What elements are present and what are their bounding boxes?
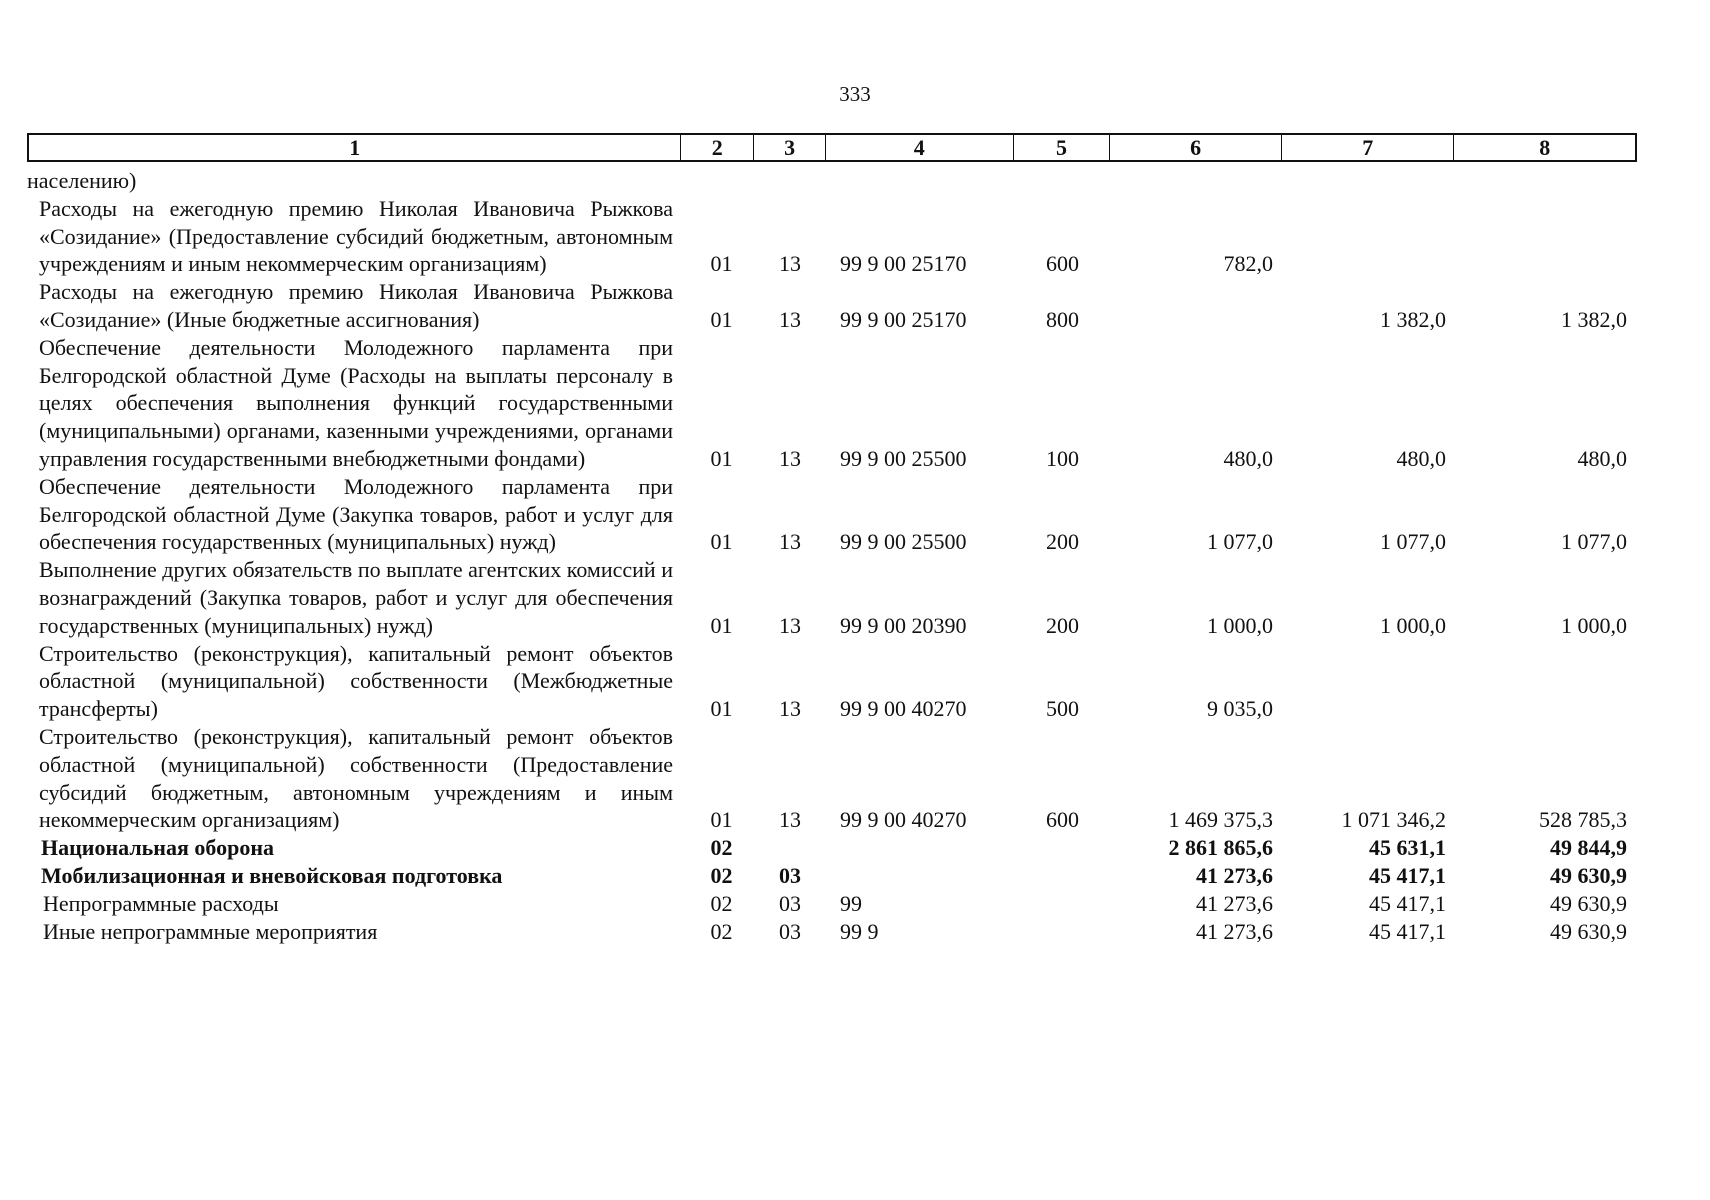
table-row — [27, 918, 1637, 946]
table-row-section — [27, 834, 1637, 862]
row-section-code: 02 — [710, 862, 733, 888]
row-subsection-code: 03 — [779, 862, 801, 888]
table-row — [27, 473, 1637, 556]
row-section-code: 01 — [710, 251, 733, 277]
row-amount-col7: 1 382,0 — [1380, 306, 1446, 332]
row-section-code: 02 — [710, 918, 733, 944]
row-target-code: 99 9 00 25500 — [840, 445, 967, 471]
table-row — [27, 278, 1637, 334]
row-section-code: 01 — [710, 612, 733, 638]
column-header-3: 3 — [754, 135, 826, 160]
page-number: 333 — [839, 82, 871, 106]
row-description: Обеспечение деятельности Молодежного парламента при Белгородской областной Думе (Закупка товаров, работ и услуг для обеспечения государственных (муниципальных) нужд) — [39, 473, 673, 555]
row-target-code: 99 9 00 20390 — [840, 612, 967, 638]
row-description: Выполнение других обязательств по выплате агентских комиссий и вознаграждений (Закупка товаров, работ и услуг для обеспечения государственных (муниципальных) нужд) — [39, 557, 673, 638]
row-amount-col7: 1 000,0 — [1380, 612, 1446, 638]
row-expense-type: 800 — [1046, 306, 1079, 332]
table-row-subsection — [27, 862, 1637, 890]
table-row — [27, 640, 1637, 723]
row-amount-col6: 41 273,6 — [1196, 862, 1273, 888]
row-amount-col8: 1 000,0 — [1561, 612, 1627, 638]
row-subsection-code: 13 — [779, 612, 801, 638]
row-amount-col8: 49 630,9 — [1550, 890, 1627, 916]
row-amount-col6: 41 273,6 — [1196, 890, 1273, 916]
row-section-code: 01 — [710, 807, 733, 833]
row-subsection-code: 13 — [779, 696, 801, 722]
row-description: населению) — [27, 168, 137, 193]
column-header-1: 1 — [29, 135, 681, 160]
row-description: Расходы на ежегодную премию Николая Ивановича Рыжкова «Созидание» (Предоставление субсидий бюджетным, автономным учреждениям и иным некоммерческим организациям) — [39, 195, 673, 277]
row-amount-col6: 1 469 375,3 — [1168, 807, 1273, 833]
row-description: Мобилизационная и вневойсковая подготовка — [41, 862, 503, 888]
row-target-code: 99 9 00 40270 — [840, 696, 967, 722]
row-amount-col7: 45 417,1 — [1369, 918, 1446, 944]
row-expense-type: 100 — [1046, 445, 1079, 471]
table-row — [27, 195, 1637, 278]
row-amount-col8: 49 844,9 — [1550, 835, 1627, 861]
table-row — [27, 334, 1637, 473]
row-amount-col6: 2 861 865,6 — [1168, 835, 1273, 861]
row-subsection-code: 13 — [779, 306, 801, 332]
row-amount-col8: 49 630,9 — [1550, 918, 1627, 944]
row-expense-type: 200 — [1046, 612, 1079, 638]
row-amount-col7: 1 071 346,2 — [1341, 807, 1446, 833]
row-subsection-code: 13 — [779, 529, 801, 555]
row-amount-col8: 528 785,3 — [1539, 807, 1627, 833]
column-header-6: 6 — [1110, 135, 1282, 160]
row-description: Непрограммные расходы — [43, 890, 279, 916]
row-amount-col6: 9 035,0 — [1207, 696, 1273, 722]
row-section-code: 01 — [710, 306, 733, 332]
row-description: Расходы на ежегодную премию Николая Ивановича Рыжкова «Созидание» (Иные бюджетные ассигнования) — [39, 279, 673, 332]
column-header-7: 7 — [1282, 135, 1455, 160]
column-header-8: 8 — [1539, 135, 1551, 160]
row-description: Обеспечение деятельности Молодежного парламента при Белгородской областной Думе (Расходы на выплаты персоналу в целях обеспечения выполнения функций государственными (муниципальными) органами, казенными учреждениями, органами управления государственными внебюджетными фондами) — [39, 334, 673, 471]
row-amount-col7: 480,0 — [1396, 445, 1446, 471]
row-amount-col6: 41 273,6 — [1196, 918, 1273, 944]
table-row — [27, 723, 1637, 834]
table-header — [27, 133, 1637, 162]
row-amount-col8: 1 382,0 — [1561, 306, 1627, 332]
row-amount-col7: 1 077,0 — [1380, 529, 1446, 555]
row-target-code: 99 — [840, 890, 862, 916]
column-header-4: 4 — [826, 135, 1014, 160]
table-body — [27, 167, 1637, 945]
row-amount-col7: 45 417,1 — [1369, 890, 1446, 916]
row-description: Строительство (реконструкция), капитальный ремонт объектов областной (муниципальной) собственности (Межбюджетные трансферты) — [39, 640, 673, 722]
row-expense-type: 600 — [1046, 807, 1079, 833]
row-amount-col7: 45 417,1 — [1369, 862, 1446, 888]
row-target-code: 99 9 00 25170 — [840, 251, 967, 277]
row-section-code: 01 — [710, 445, 733, 471]
row-amount-col6: 1 077,0 — [1207, 529, 1273, 555]
row-description: Национальная оборона — [41, 835, 275, 861]
row-amount-col6: 782,0 — [1223, 251, 1273, 277]
row-target-code: 99 9 00 40270 — [840, 807, 967, 833]
row-section-code: 01 — [710, 696, 733, 722]
row-section-code: 02 — [710, 890, 733, 916]
row-description: Иные непрограммные мероприятия — [43, 918, 378, 944]
table-row — [27, 890, 1637, 918]
row-amount-col7: 45 631,1 — [1369, 835, 1446, 861]
column-header-5: 5 — [1014, 135, 1111, 160]
row-subsection-code: 03 — [779, 918, 801, 944]
row-target-code: 99 9 00 25500 — [840, 529, 967, 555]
table-row — [27, 556, 1637, 639]
row-subsection-code: 13 — [779, 251, 801, 277]
row-section-code: 01 — [710, 529, 733, 555]
column-header-2: 2 — [681, 135, 754, 160]
row-section-code: 02 — [710, 835, 733, 861]
row-expense-type: 600 — [1046, 251, 1079, 277]
row-target-code: 99 9 — [840, 918, 879, 944]
table-row — [27, 167, 1637, 195]
row-target-code: 99 9 00 25170 — [840, 306, 967, 332]
row-subsection-code: 13 — [779, 445, 801, 471]
row-expense-type: 200 — [1046, 529, 1079, 555]
row-expense-type: 500 — [1046, 696, 1079, 722]
row-amount-col8: 49 630,9 — [1550, 862, 1627, 888]
row-amount-col6: 480,0 — [1223, 445, 1273, 471]
row-subsection-code: 03 — [779, 890, 801, 916]
row-amount-col8: 1 077,0 — [1561, 529, 1627, 555]
row-description: Строительство (реконструкция), капитальный ремонт объектов областной (муниципальной) собственности (Предоставление субсидий бюджетным, автономным учреждениям и иным некоммерческим организациям) — [39, 723, 673, 833]
row-amount-col6: 1 000,0 — [1207, 612, 1273, 638]
row-amount-col8: 480,0 — [1577, 445, 1627, 471]
row-subsection-code: 13 — [779, 807, 801, 833]
